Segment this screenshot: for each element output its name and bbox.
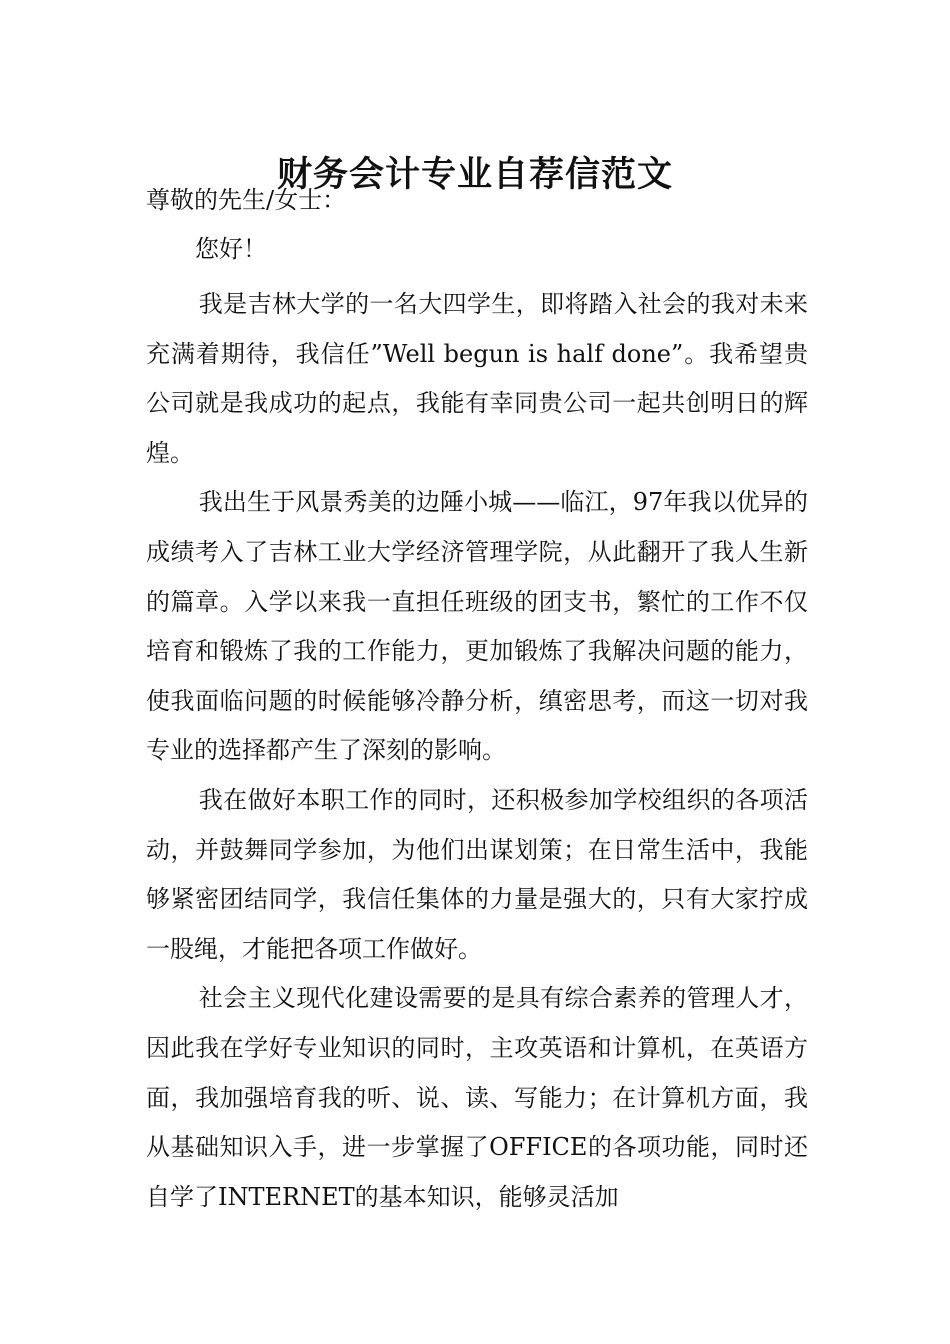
paragraph: 我出生于风景秀美的边陲小城——临江，97年我以优异的成绩考入了吉林工业大学经济管理学院，从此翻开了我人生新的篇章。入学以来我一直担任班级的团支书，繁忙的工作不仅培育和锻炼了我的工作能力，更加锻炼了我解决问题的能力，使我面临问题的时候能够冷静分析，缜密思考，而这一切对我专业的选择都产生了深刻的影响。 [146, 488, 808, 765]
paragraph: 我是吉林大学的一名大四学生，即将踏入社会的我对未来充满着期待，我信任”Well begun is half done”。我希望贵公司就是我成功的起点，我能有幸同贵公司一起共创明日的辉煌。 [146, 290, 808, 467]
paragraph: 我在做好本职工作的同时，还积极参加学校组织的各项活动，并鼓舞同学参加，为他们出谋划策；在日常生活中，我能够紧密团结同学，我信任集体的力量是强大的，只有大家拧成一股绳，才能把各项工作做好。 [146, 785, 808, 963]
salutation: 尊敬的先生/女士： [146, 186, 347, 214]
greeting: 您好！ [195, 235, 267, 263]
letter-body [146, 280, 808, 1222]
document-title: 财务会计专业自荐信范文 [276, 155, 673, 196]
paragraph: 社会主义现代化建设需要的是具有综合素养的管理人才，因此我在学好专业知识的同时，主攻英语和计算机，在英语方面，我加强培育我的听、说、读、写能力；在计算机方面，我从基础知识入手，进一步掌握了OFFICE的各项功能，同时还自学了INTERNET的基本知识，能够灵活加 [146, 984, 808, 1211]
